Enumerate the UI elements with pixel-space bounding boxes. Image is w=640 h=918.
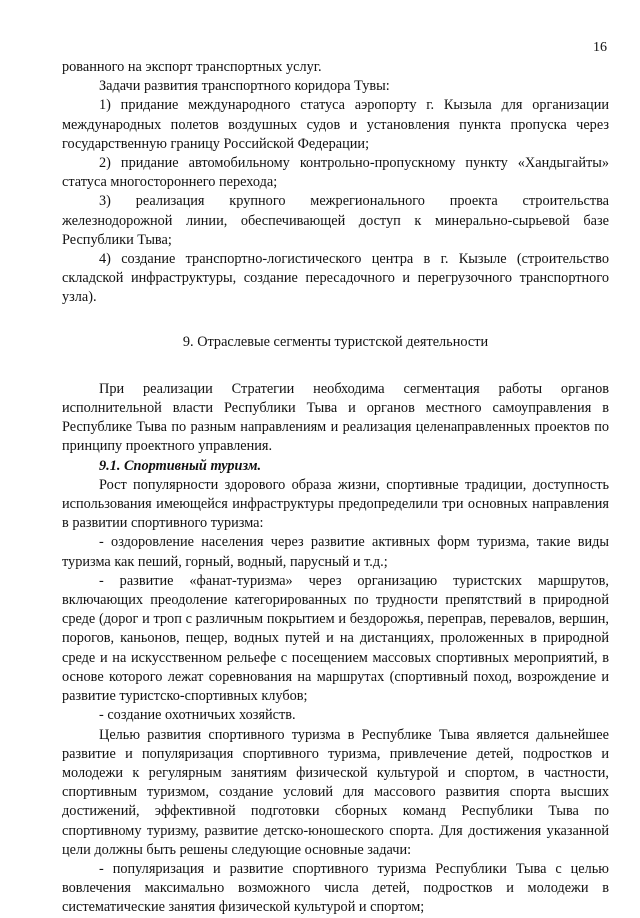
list-item: 1) придание международного статуса аэропорту г. Кызыла для организации международных полетов воздушных судов и установления пункта пропуска через государственную границу Российской Федерации;	[62, 97, 609, 152]
list-item: 3) реализация крупного межрегионального проекта строительства железнодорожной линии, обеспечивающей доступ к минерально-сырьевой базе Республики Тыва;	[62, 193, 609, 248]
subsection-heading: 9.1. Спортивный туризм.	[99, 457, 262, 474]
page-number: 16	[593, 40, 607, 55]
list-item: 4) создание транспортно-логистического центра в г. Кызыле (строительство складской инфраструктуры, создание пересадочного и перегрузочного транспортного узла).	[62, 251, 609, 306]
bullet-item: - развитие «фанат-туризма» через организацию туристских маршрутов, включающих преодоление категорированных по трудности препятствий в природной среде (дорог и троп с различным покрытием и бездорожья, переправ, перевалов, вершин, порогов, каньонов, пещер, водных путей и на дистанциях, проложенных в природной среде и на искусственном рельефе с посещением массовых спортивных мероприятий, в основе которого лежат соревнования на маршрутах (спортивный поход, возрождение и развитие туристско-спортивных клубов;	[62, 572, 609, 705]
bullet-item: - оздоровление населения через развитие активных форм туризма, такие виды туризма как пеший, горный, водный, парусный и т.д.;	[62, 534, 609, 570]
paragraph: Рост популярности здорового образа жизни, спортивные традиции, доступность использования имеющейся инфраструктуры предопределили три основных направления в развитии спортивного туризма:	[62, 476, 609, 532]
section-heading: 9. Отраслевые сегменты туристской деятельности	[182, 333, 489, 350]
bullet-item: - популяризация и развитие спортивного туризма Республики Тыва с целью вовлечения максимально возможного числа детей, подростков и молодежи в систематические занятия физической культурой и спортом;	[62, 860, 609, 916]
paragraph-transport-tasks: Задачи развития транспортного коридора Тувы:	[99, 78, 390, 95]
paragraph-goal: Целью развития спортивного туризма в Республике Тыва является дальнейшее развитие и популяризация спортивного туризма, привлечение детей, подростков и молодежи к регулярным занятиям физической культурой и спортом, в частности, спортивным туризмом, создание условий для массового развития спорта высших достижений, эффективной подготовки сборных команд Республики Тыва по спортивному туризму, развитие детско-юношеского спорта. Для достижения указанной цели должны быть решены следующие основные задачи:	[62, 726, 609, 858]
bullet-item: - создание охотничьих хозяйств.	[99, 707, 296, 724]
paragraph-intro: При реализации Стратегии необходима сегментация работы органов исполнительной власти Республики Тыва и органов местного самоуправления в Республике Тыва по разным направлениям и реализация целенаправленных проектов по принципу проектного управления.	[62, 380, 609, 455]
paragraph-continuation: рованного на экспорт транспортных услуг.	[62, 59, 322, 75]
page-content	[62, 58, 609, 918]
list-item: 2) придание автомобильному контрольно-пропускному пункту «Хандыгайты» статуса многостороннего перехода;	[62, 155, 609, 191]
